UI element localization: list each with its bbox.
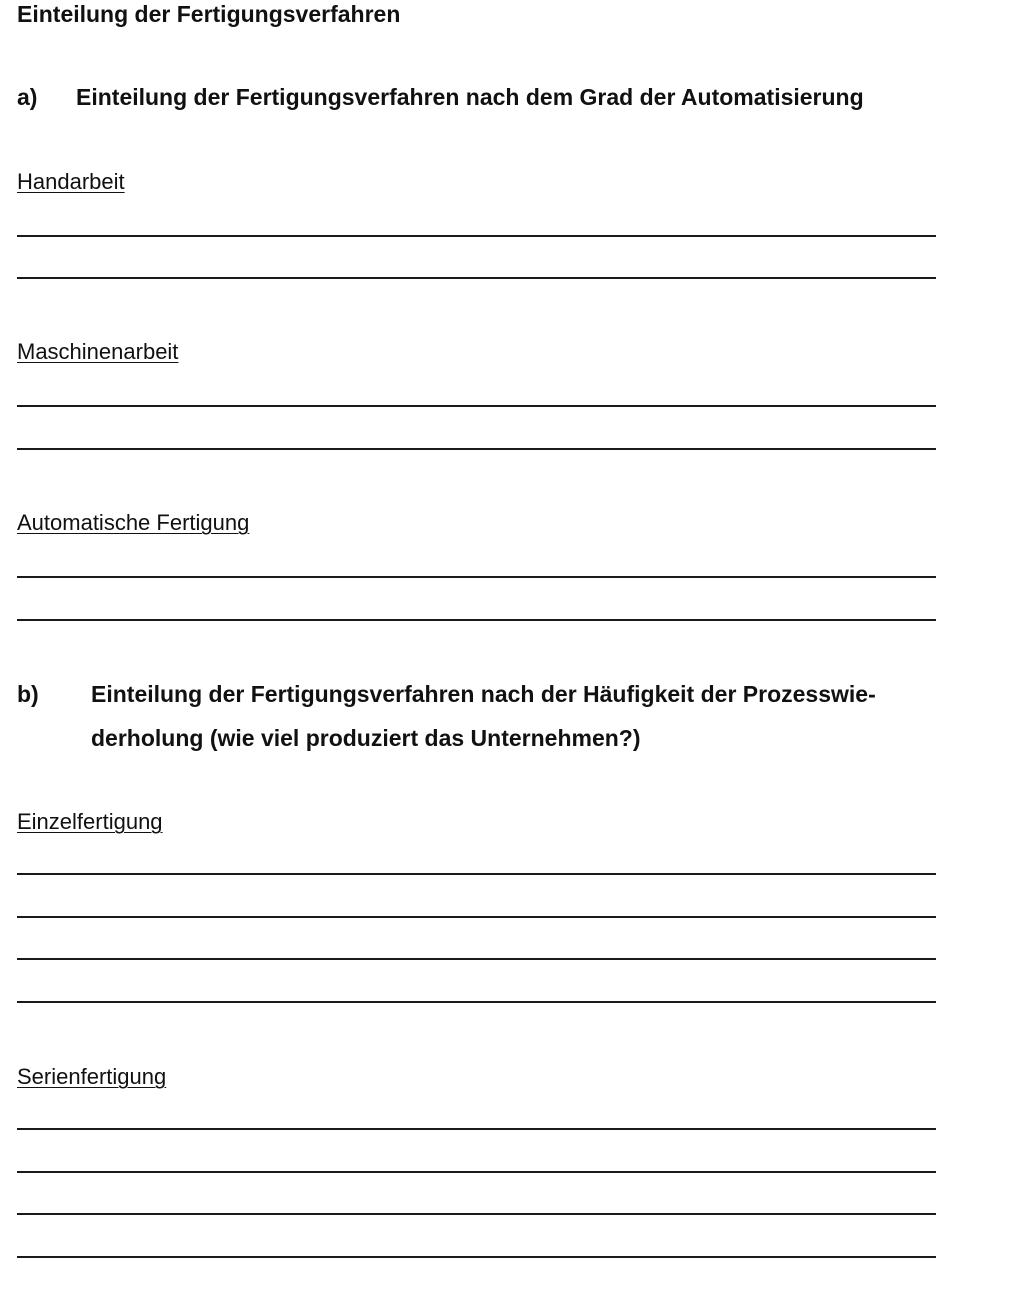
answer-line bbox=[17, 405, 936, 407]
answer-line bbox=[17, 958, 936, 960]
section-a-title: Einteilung der Fertigungsverfahren nach dem Grad der Automatisierung bbox=[76, 84, 864, 110]
answer-line bbox=[17, 1171, 936, 1173]
section-b-marker: b) bbox=[17, 681, 39, 707]
section-b-title-line1: Einteilung der Fertigungsverfahren nach der Häufigkeit der Prozesswie- bbox=[91, 681, 876, 707]
answer-line bbox=[17, 1256, 936, 1258]
answer-line bbox=[17, 1128, 936, 1130]
subheading-maschinenarbeit: Maschinenarbeit bbox=[17, 339, 179, 364]
subheading-handarbeit: Handarbeit bbox=[17, 169, 125, 194]
answer-line bbox=[17, 235, 936, 237]
answer-line bbox=[17, 619, 936, 621]
answer-line bbox=[17, 1213, 936, 1215]
answer-line bbox=[17, 576, 936, 578]
answer-line bbox=[17, 1001, 936, 1003]
section-b-title-line2: derholung (wie viel produziert das Unternehmen?) bbox=[91, 725, 641, 751]
answer-line bbox=[17, 277, 936, 279]
subheading-automatische-fertigung: Automatische Fertigung bbox=[17, 510, 250, 535]
document-title: Einteilung der Fertigungsverfahren bbox=[17, 1, 401, 27]
answer-line bbox=[17, 916, 936, 918]
answer-line bbox=[17, 448, 936, 450]
answer-line bbox=[17, 873, 936, 875]
section-a-marker: a) bbox=[17, 84, 38, 110]
subheading-einzelfertigung: Einzelfertigung bbox=[17, 809, 163, 834]
subheading-serienfertigung: Serienfertigung bbox=[17, 1064, 167, 1089]
